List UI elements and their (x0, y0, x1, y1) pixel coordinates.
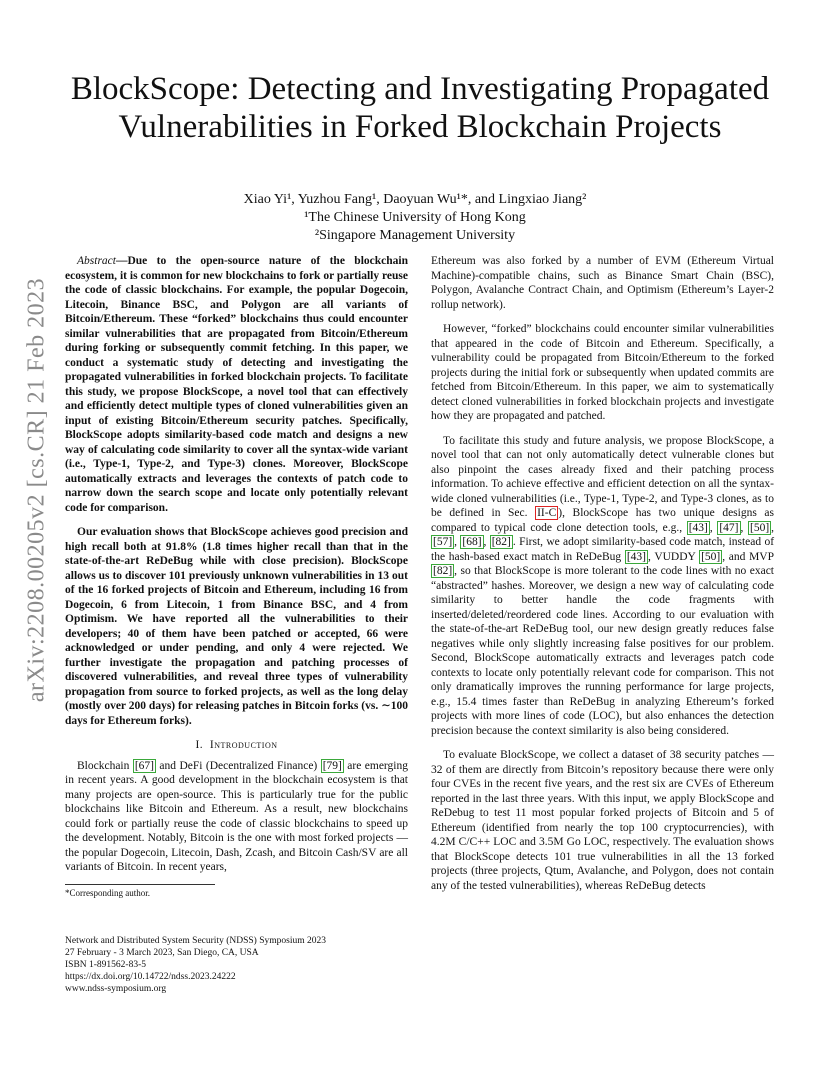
venue-line-2: 27 February - 3 March 2023, San Diego, CA, USA (65, 948, 259, 958)
right-paragraph-1: However, “forked” blockchains could encounter similar vulnerabilities that appeared in the code of Bitcoin and Ethereum. Specifically, a vulnerability could be propagated from Bitcoin/Ethereum to the forked projects during the initial fork or subsequently when updated commits are fetched from Bitcoin/Ethereum. In this paper, we aim to systematically detect cloned vulnerabilities in forked blockchain projects and investigate how they are propagated and patched. (431, 323, 774, 422)
arxiv-identifier (22, 277, 52, 703)
paper-title (40, 70, 800, 146)
text-run: , so that BlockScope is more tolerant to the code lines with no exact “abstracted” hashes. Moreover, we design a new way of calculating code similarity to better handle the code fragments with inserted/deleted/reordered code lines. According to our evaluation with the state-of-the-art ReDeBug tool, our new design greatly reduces false negatives while only slightly increasing false positives for our problem. Second, BlockScope automatically extracts and leverages patch code contexts to locate only potentially relevant code for comparison. This not only dramatically improves the running performance for large projects, e.g., 15.4 times faster than ReDeBug in analyzing Ethereum’s forked projects with more lines of code (LOC), but also enhances the detection precision because the context similarity is also being considered. (431, 565, 774, 737)
abstract-text-1: —Due to the open-source nature of the blockchain ecosystem, it is common for new blockchains to fork or partially reuse the code of classic blockchains. For example, the popular Dogecoin, Litecoin, Binance BSC, and Polygon are all variants of Bitcoin/Ethereum. These “forked” blockchains thus could encounter similar vulnerabilities that are propagated from Bitcoin/Ethereum during forking or subsequently commit fetching. In this paper, we conduct a systematic study of detecting and investigating the propagated vulnerabilities in forked blockchain projects. To facilitate this study, we propose BlockScope, a novel tool that can effectively and efficiently detect multiple types of cloned vulnerabilities given an input of existing Bitcoin/Ethereum security patches. Specifically, BlockScope adopts similarity-based code match and designs a new way of calculating code similarity to cover all the syntax-wide variant (i.e., Type-1, Type-2, and Type-3) clones. Moreover, BlockScope automatically extracts and leverages the contexts of patch code to narrow down the search scope and locate only potentially relevant code for comparison. (65, 255, 408, 514)
affiliation-2: ²Singapore Management University (314, 228, 516, 243)
footnote-rule (65, 884, 215, 885)
right-paragraph-3: To evaluate BlockScope, we collect a dataset of 38 security patches — 32 of them are directly from Bitcoin’s repository because there were only four CVEs in the recent five years, and the rest six are CVEs of Ethereum reported in the last three years. With this input, we apply BlockScope and ReDebug to test 11 most popular forked projects of Bitcoin and 5 of Ethereum (identified from nearly the top 100 cryptocurrencies), with 4.2M C/C++ LOC and 3.5M Go LOC, respectively. The evaluation shows that BlockScope detects 101 true vulnerabilities in all the 13 forked projects (three projects, Qtum, Avalanche, and Polygon, does not contain any of the tested vulnerabilities), whereas ReDeBug detects (431, 749, 774, 892)
section-number: I. (195, 739, 204, 751)
text-run: are emerging in recent years. A good development in the blockchain ecosystem is that many projects are open-source. This is particularly true for the public blockchains like Bitcoin and Ethereum. As a result, new blockchains could fork or partially reuse the code of classic blockchains to speed up the development. Notably, Bitcoin is the one with most forked projects — the popular Dogecoin, Litecoin, Dash, Zcash, and Bitcoin Cash/SV are all variants of Bitcoin. In recent years, (65, 759, 408, 873)
citation-link[interactable]: [79] (322, 759, 342, 772)
section-heading-introduction (65, 738, 408, 753)
text-run: ), BlockScope has two unique designs as compared to typical code clone detection tools, e.g., (431, 507, 774, 534)
text-run: , and MVP (722, 550, 775, 563)
citation-link[interactable]: [82] (491, 536, 511, 548)
title-line-1: BlockScope: Detecting and Investigating Propagated (70, 71, 770, 107)
venue-website-link[interactable]: www.ndss-symposium.org (65, 984, 167, 994)
author-block (100, 191, 730, 245)
text-run: and DeFi (Decentralized Finance) (155, 759, 321, 772)
venue-doi-link[interactable]: https://dx.doi.org/10.14722/ndss.2023.24222 (65, 972, 236, 982)
right-column (431, 254, 774, 893)
citation-link[interactable]: [50] (701, 550, 721, 563)
section-title: Introduction (209, 739, 278, 751)
venue-line-3: ISBN 1-891562-83-5 (65, 960, 147, 970)
text-run: To facilitate this study and future analysis, we propose BlockScope, a novel tool that can not only automatically detect vulnerable clones but also pinpoint the cases already fixed and their patching process information. To achieve effective and efficient detection on all the syntax-wide cloned vulnerabilities (i.e., Type-1, Type-2, and Type-3 clones, as to be defined in Sec. (431, 434, 774, 519)
right-paragraph-2 (431, 434, 774, 739)
abstract-paragraph-1 (65, 254, 408, 515)
venue-line-1: Network and Distributed System Security (NDSS) Symposium 2023 (65, 936, 326, 946)
text-run: , VUDDY (647, 550, 700, 563)
author-names: Xiao Yi¹, Yuzhou Fang¹, Daoyuan Wu¹*, and Lingxiao Jiang² (243, 192, 587, 207)
text-run: , (454, 536, 461, 548)
text-run: , (709, 521, 718, 534)
intro-paragraph-1 (65, 759, 408, 875)
citation-link[interactable]: [82] (433, 565, 453, 577)
citation-link[interactable]: [43] (688, 521, 708, 534)
title-line-2: Vulnerabilities in Forked Blockchain Projects (118, 109, 722, 145)
footnote-corresponding-author: *Corresponding author. (65, 888, 150, 898)
right-paragraph-0: Ethereum was also forked by a number of EVM (Ethereum Virtual Machine)-compatible chains, such as Binance Smart Chain (BSC), Polygon, Avalanche Contract Chain, and Optimism (Ethereum’s Layer-2 rollup network). (431, 255, 774, 311)
abstract-label: Abstract (77, 255, 116, 267)
citation-link[interactable]: [47] (719, 521, 739, 534)
citation-link[interactable]: [43] (626, 550, 646, 563)
text-run: , (771, 521, 775, 534)
citation-link[interactable]: [50] (749, 521, 770, 534)
arxiv-id-text: arXiv:2208.00205v2 [cs.CR] 21 Feb 2023 (23, 277, 50, 703)
citation-link[interactable]: [68] (462, 536, 482, 548)
citation-link[interactable]: [57] (433, 536, 453, 548)
text-run: Blockchain (77, 759, 133, 772)
abstract-paragraph-2: Our evaluation shows that BlockScope achieves good precision and high recall both at 91.8% (1.8 times higher recall than that in the state-of-the-art ReDeBug while with close precision). BlockScope allows us to discover 101 previously unknown vulnerabilities in 13 out of the 16 forked projects of Bitcoin and Ethereum, including 16 from Dogecoin, 6 from Litecoin, 1 from Binance BSC, and 4 from Optimism. We have reported all the vulnerabilities to their developers; 40 of them have been patched or accepted, 66 were acknowledged or under pending, and only 4 were rejected. We further investigate the propagation and patching processes of discovered vulnerabilities, and reveal three types of vulnerability propagation from source to forked projects, as well as the long delay (mostly over 200 days) for releasing patches in Bitcoin forks (vs. ∼100 days for Ethereum forks). (65, 526, 408, 727)
text-run: , (483, 536, 490, 548)
citation-link[interactable]: [67] (134, 759, 154, 772)
section-reference-link[interactable]: II-C (537, 507, 557, 519)
left-column (65, 254, 408, 875)
text-run: , (740, 521, 748, 534)
affiliation-1: ¹The Chinese University of Hong Kong (304, 210, 526, 225)
text-run: . First, we adopt similarity-based code match, instead of the hash-based exact match in ReDeBug (431, 536, 775, 563)
venue-information (65, 935, 326, 995)
